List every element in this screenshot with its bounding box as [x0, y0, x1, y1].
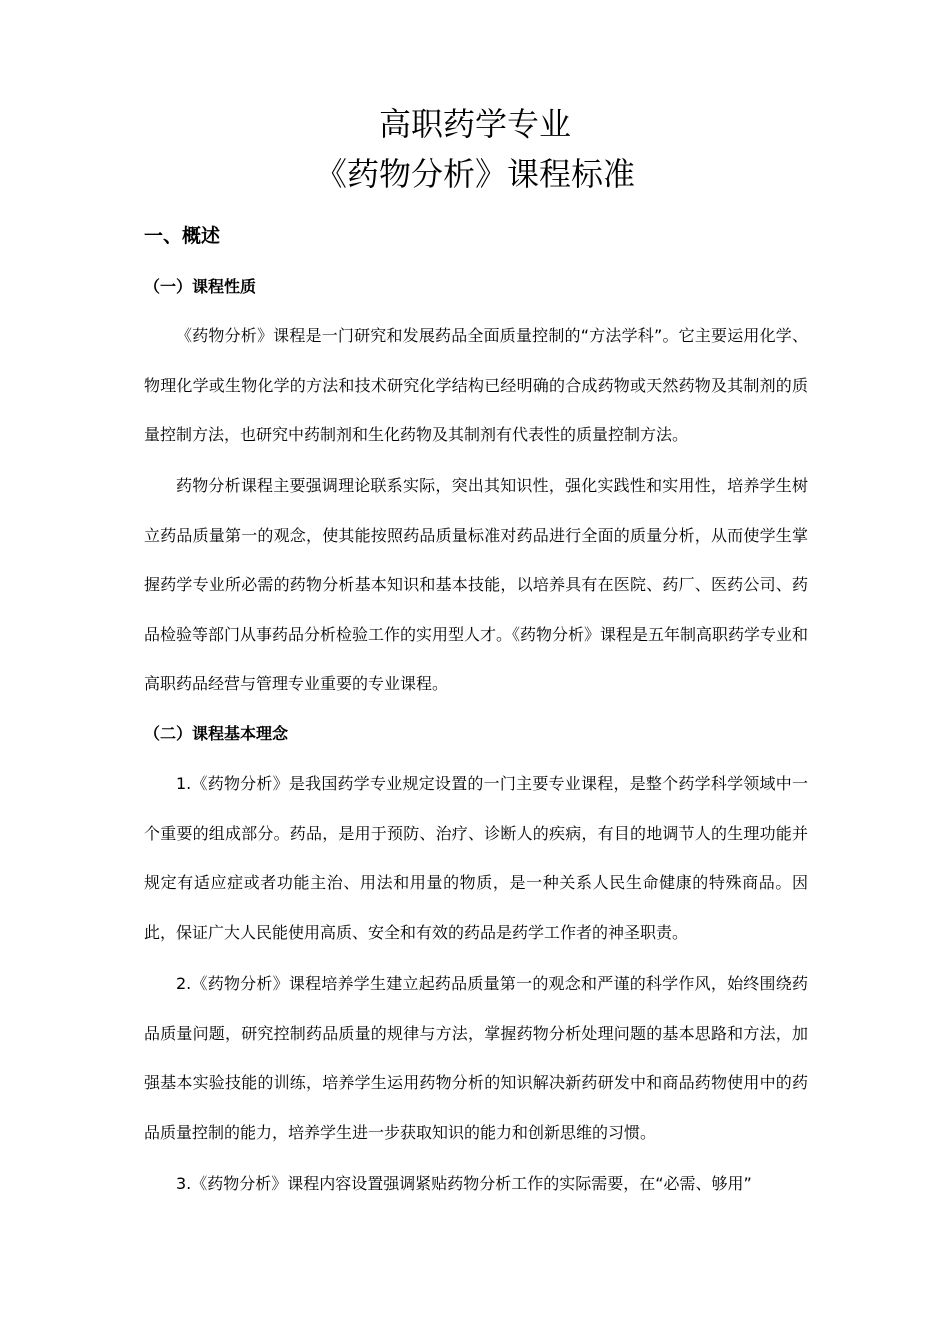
paragraph-concept-2: 2.《药物分析》课程培养学生建立起药品质量第一的观念和严谨的科学作风，始终围绕药品质量问题，研究控制药品质量的规律与方法，掌握药物分析处理问题的基本思路和方法，加强基本实验技能的训练，培养学生运用药物分析的知识解决新药研发中和商品药物使用中的药品质量控制的能力，培养学生进一步获取知识的能力和创新思维的习惯。: [144, 974, 808, 1142]
paragraph-course-nature-2: 药物分析课程主要强调理论联系实际，突出其知识性，强化实践性和实用性，培养学生树立药品质量第一的观念，使其能按照药品质量标准对药品进行全面的质量分析，从而使学生掌握药学专业所必需的药物分析基本知识和基本技能，以培养具有在医院、药厂、医药公司、药品检验等部门从事药品分析检验工作的实用型人才。《药物分析》课程是五年制高职药学专业和高职药品经营与管理专业重要的专业课程。: [144, 476, 809, 694]
subsection-heading-course-nature: （一）课程性质: [144, 277, 257, 296]
paragraph-concept-3: 3.《药物分析》课程内容设置强调紧贴药物分析工作的实际需要，在“必需、够用”: [176, 1174, 752, 1193]
paragraph-concept-1: 1.《药物分析》是我国药学专业规定设置的一门主要专业课程，是整个药学科学领域中一个重要的组成部分。药品，是用于预防、治疗、诊断人的疾病，有目的地调节人的生理功能并规定有适应症或者功能主治、用法和用量的物质，是一种关系人民生命健康的特殊商品。因此，保证广大人民能使用高质、安全和有效的药品是药学工作者的神圣职责。: [144, 774, 808, 942]
document-title-line-2: 《药物分析》课程标准: [314, 155, 635, 193]
paragraph-course-nature-1: 《药物分析》课程是一门研究和发展药品全面质量控制的“方法学科”。它主要运用化学、物理化学或生物化学的方法和技术研究化学结构已经明确的合成药物或天然药物及其制剂的质量控制方法，也研究中药制剂和生化药物及其制剂有代表性的质量控制方法。: [144, 326, 808, 445]
document-title-line-1: 高职药学专业: [378, 105, 571, 143]
section-heading-overview: 一、概述: [144, 225, 221, 247]
subsection-heading-basic-concepts: （二）课程基本理念: [144, 724, 289, 743]
